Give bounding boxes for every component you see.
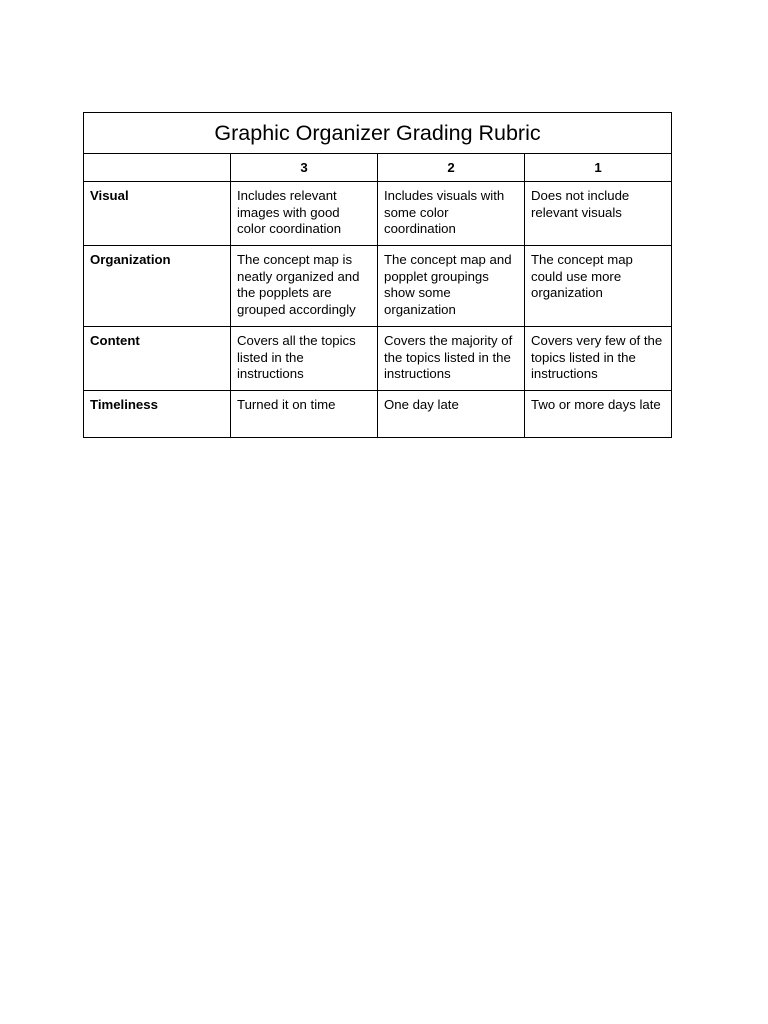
descriptor-cell: One day late [378, 391, 525, 438]
descriptor-cell: Does not include relevant visuals [525, 182, 672, 246]
criterion-label: Visual [84, 182, 231, 246]
title-row [84, 113, 672, 154]
descriptor-cell: The concept map and popplet groupings show some organization [378, 246, 525, 327]
descriptor-cell: The concept map is neatly organized and the popplets are grouped accordingly [231, 246, 378, 327]
descriptor-cell: Covers very few of the topics listed in the instructions [525, 327, 672, 391]
criterion-label: Content [84, 327, 231, 391]
score-header-3: 3 [231, 154, 378, 182]
criterion-label: Timeliness [84, 391, 231, 438]
descriptor-cell: Turned it on time [231, 391, 378, 438]
descriptor-cell: Includes visuals with some color coordination [378, 182, 525, 246]
rubric-row-organization [84, 246, 672, 327]
score-header-row [84, 154, 672, 182]
score-header-1: 1 [525, 154, 672, 182]
descriptor-cell: The concept map could use more organization [525, 246, 672, 327]
rubric-title: Graphic Organizer Grading Rubric [84, 113, 672, 154]
rubric-row-content [84, 327, 672, 391]
descriptor-cell: Covers all the topics listed in the instructions [231, 327, 378, 391]
score-header-2: 2 [378, 154, 525, 182]
rubric-row-timeliness [84, 391, 672, 438]
rubric-table [83, 112, 672, 438]
empty-header-cell [84, 154, 231, 182]
rubric-row-visual [84, 182, 672, 246]
descriptor-cell: Two or more days late [525, 391, 672, 438]
descriptor-cell: Includes relevant images with good color coordination [231, 182, 378, 246]
descriptor-cell: Covers the majority of the topics listed in the instructions [378, 327, 525, 391]
criterion-label: Organization [84, 246, 231, 327]
